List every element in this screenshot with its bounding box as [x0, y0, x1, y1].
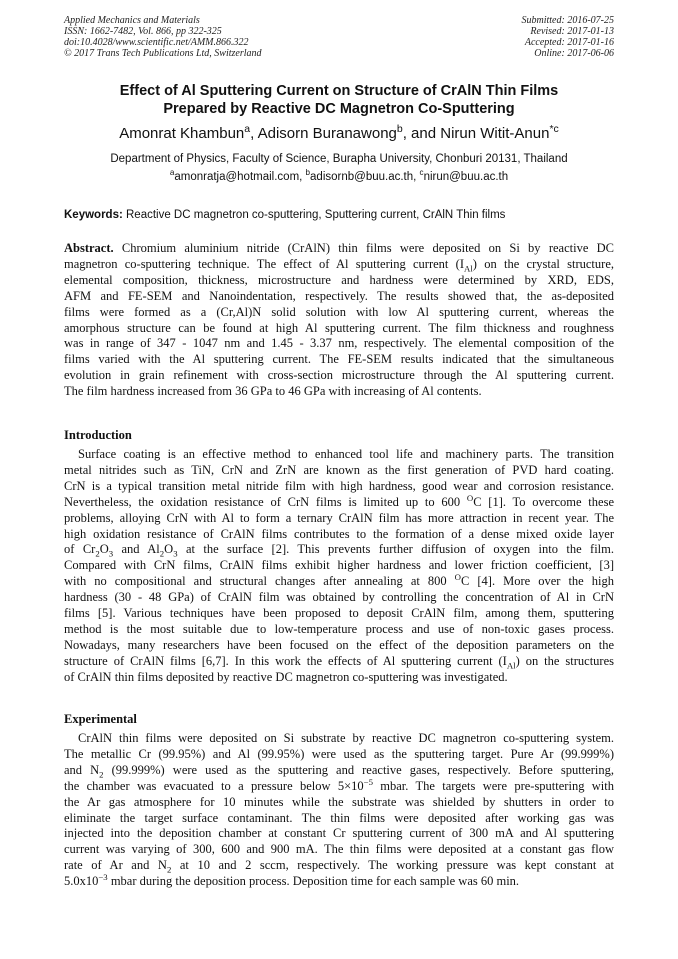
- abstract-line: elemental composition, thickness, microstructure and hardness were determined by XRD, EDS,: [64, 272, 614, 287]
- degree-sup: O: [454, 572, 461, 583]
- exp-text: at 10 and 2 sccm, respectively. The working pressure was kept constant at: [171, 858, 614, 873]
- intro-text: structure of CrAlN films [6,7]. In this work the effects of Al sputtering current (I: [64, 653, 507, 668]
- intro-line: [64, 654, 614, 670]
- subscript: 2: [166, 864, 172, 875]
- abstract-text: ) on the crystal structure,: [472, 256, 614, 271]
- author-3: , and Nirun Witit-Anun: [402, 125, 550, 142]
- subscript: 2: [159, 548, 165, 559]
- introduction-heading: Introduction: [64, 428, 132, 442]
- intro-line: CrN is a typical transition metal nitride film with high hardness, good wear and corrosion resistance.: [64, 478, 614, 493]
- author-2: , Adisorn Buranawong: [250, 125, 397, 142]
- abstract-text: Chromium aluminium nitride (CrAlN) thin films were deposited on Si by reactive DC: [113, 241, 614, 255]
- author-1-sup: a: [244, 123, 251, 135]
- introduction-body: [64, 447, 614, 686]
- exp-text: and N: [64, 762, 100, 777]
- subscript: 3: [108, 548, 114, 559]
- email-a-sup: a: [169, 168, 175, 178]
- abstract-line: films were formed as a (Cr,Al)N solid solution with low Al sputtering current, whereas the: [64, 304, 614, 319]
- paper-title: [40, 82, 638, 118]
- intro-line: [64, 492, 614, 511]
- abstract-line: [64, 241, 614, 257]
- exp-text: mbar. The targets were pre-sputtering with: [372, 778, 614, 793]
- abstract-line: [64, 257, 614, 273]
- experimental-heading: Experimental: [64, 712, 137, 726]
- exp-line: [64, 874, 614, 890]
- subscript-al: Al: [464, 263, 473, 274]
- intro-line: metal nitrides such as TiN, CrN and ZrN are known as the first generation of PVD hard coating.: [64, 462, 614, 477]
- abstract-line: The film hardness increased from 36 GPa to 46 GPa with increasing of Al contents.: [64, 384, 482, 399]
- exp-text: rate of Ar and N: [64, 858, 167, 873]
- email-b[interactable]: adisornb@buu.ac.th,: [310, 171, 420, 183]
- abstract-line: amorphous structure can be found at high Al sputtering current. The film thickness and roughness: [64, 320, 614, 335]
- journal-header: [64, 15, 262, 59]
- intro-text: O: [99, 542, 109, 557]
- exp-text: mbar during the deposition process. Deposition time for each sample was 60 min.: [107, 874, 520, 889]
- exp-line: CrAlN thin films were deposited on Si substrate by reactive DC magnetron co-sputtering system.: [78, 731, 614, 745]
- abstract-line: evolution in grain refinement with cross-section microstructure through the Al sputtering current.: [64, 368, 614, 383]
- author-emails: [40, 170, 638, 184]
- exp-line: the Ar gas atmosphere for 10 minutes while the substrate was shielded by shutters in order to: [64, 794, 614, 809]
- intro-text: C [4]. More over the high: [461, 574, 614, 589]
- keywords-text: Reactive DC magnetron co-sputtering, Sputtering current, CrAlN Thin films: [122, 209, 506, 221]
- exp-text: 5.0x10: [64, 874, 99, 889]
- exp-line: [64, 858, 614, 874]
- intro-text: and Al: [113, 542, 160, 557]
- exp-text: (99.999%) were used as the sputtering and reactive gases, respectively. Before sputtering,: [103, 762, 614, 777]
- abstract-label: Abstract.: [64, 241, 114, 255]
- abstract: [64, 241, 614, 400]
- exp-line: [64, 763, 614, 779]
- intro-line: problems, alloying CrN with Al to form a ternary CrAlN film has more attraction in recent year. The: [64, 510, 614, 525]
- exp-text: the chamber was evacuated to a pressure below 5×10: [64, 778, 364, 793]
- revised-date: Revised: 2017-01-13: [530, 26, 614, 37]
- submitted-date: Submitted: 2016-07-25: [521, 15, 614, 26]
- intro-line: [64, 542, 614, 558]
- author-1: Amonrat Khambun: [119, 125, 245, 142]
- email-b-sup: b: [305, 168, 311, 178]
- intro-line: films [5]. Various techniques have been proposed to deposit CrAlN film, among them, sputtering: [64, 606, 614, 621]
- title-line-2: Prepared by Reactive DC Magnetron Co-Sputtering: [163, 101, 515, 117]
- exponent-sup: −5: [363, 776, 373, 787]
- keywords-label: Keywords:: [64, 209, 123, 221]
- email-c[interactable]: nirun@buu.ac.th: [423, 171, 509, 183]
- intro-line: Nowadays, many researchers have been focused on the effect of the deposition parameters on the: [64, 637, 614, 652]
- journal-name: Applied Mechanics and Materials: [64, 15, 200, 26]
- keywords: [64, 208, 616, 222]
- author-3-sup: *c: [549, 123, 559, 135]
- intro-text: ) on the structures: [515, 653, 614, 668]
- subscript: 3: [173, 548, 178, 559]
- subscript: 2: [95, 548, 100, 559]
- abstract-line: was in range of 347 - 1047 nm and 1.45 - 3.37 nm, respectively. The elemental composition of the: [64, 336, 614, 351]
- intro-text: O: [164, 542, 174, 557]
- author-list: [40, 124, 638, 144]
- exp-line: [64, 776, 614, 795]
- intro-text: at the surface [2]. This prevents further diffusion of oxygen into the film.: [177, 542, 615, 557]
- intro-line: method is the most suitable due to low-temperature process and use of non-toxic gases process.: [64, 621, 614, 636]
- journal-issn: ISSN: 1662-7482, Vol. 866, pp 322-325: [64, 26, 222, 37]
- exp-line: current was varying of 300, 600 and 900 mA. The thin films were deposited at a constant gas flow: [64, 842, 614, 857]
- intro-line: [64, 574, 614, 590]
- dates-header: [522, 15, 615, 59]
- intro-text: with no compositional and structural changes after annealing at 800: [64, 574, 455, 589]
- abstract-line: AFM and FE-SEM and Nanoindentation, respectively. The results showed that, the as-deposited: [64, 288, 614, 303]
- intro-line: Surface coating is an effective method to enhanced tool life and machinery parts. The transition: [78, 447, 614, 461]
- intro-line: hardness (30 - 48 GPa) of CrAlN film was obtained by controlling the concentration of Al in CrN: [64, 590, 614, 605]
- abstract-line: films varied with the Al sputtering current. The FE-SEM results indicated that the simultaneous: [64, 352, 614, 367]
- abstract-text: magnetron co-sputtering technique. The effect of Al sputtering current (I: [64, 256, 465, 271]
- intro-line: of CrAlN thin films deposited by reactive DC magnetron co-sputtering was investigated.: [64, 669, 508, 684]
- degree-sup: O: [466, 492, 474, 503]
- exp-line: injected into the deposition chamber at constant Cr sputtering current of 300 mA and Al sputtering: [64, 826, 614, 841]
- email-a[interactable]: amonratja@hotmail.com,: [174, 171, 306, 183]
- experimental-body: [64, 731, 614, 890]
- exp-line: The metallic Cr (99.95%) and Al (99.95%) were used as the sputtering target. Pure Ar (99.999%): [64, 746, 614, 761]
- subscript: 2: [99, 769, 104, 780]
- intro-text: of Cr: [64, 542, 96, 557]
- subscript-al: Al: [506, 660, 516, 671]
- intro-text: Nevertheless, the oxidation resistance of CrN films is limited up to 600: [64, 494, 467, 509]
- affiliation: Department of Physics, Faculty of Science, Burapha University, Chonburi 20131, Thailand: [110, 153, 568, 165]
- email-c-sup: c: [419, 168, 424, 178]
- title-line-1: Effect of Al Sputtering Current on Structure of CrAlN Thin Films: [119, 83, 559, 99]
- online-date: Online: 2017-06-06: [534, 48, 614, 59]
- journal-doi[interactable]: doi:10.4028/www.scientific.net/AMM.866.322: [64, 37, 249, 48]
- journal-copyright: © 2017 Trans Tech Publications Ltd, Switzerland: [64, 48, 262, 59]
- intro-line: high oxidation resistance of CrAlN films contributes to the formation of a dense mixed oxide layer: [64, 526, 614, 541]
- exponent-sup: −3: [98, 872, 108, 882]
- intro-line: Compared with CrN films, CrAlN films exhibit higher hardness and lower friction coefficient, [3]: [64, 558, 614, 573]
- accepted-date: Accepted: 2017-01-16: [524, 37, 614, 48]
- exp-line: eliminate the target surface contaminant. The thin films were deposited after working gas was: [64, 810, 614, 825]
- intro-text: C [1]. To overcome these: [473, 494, 614, 509]
- author-2-sup: b: [396, 123, 403, 135]
